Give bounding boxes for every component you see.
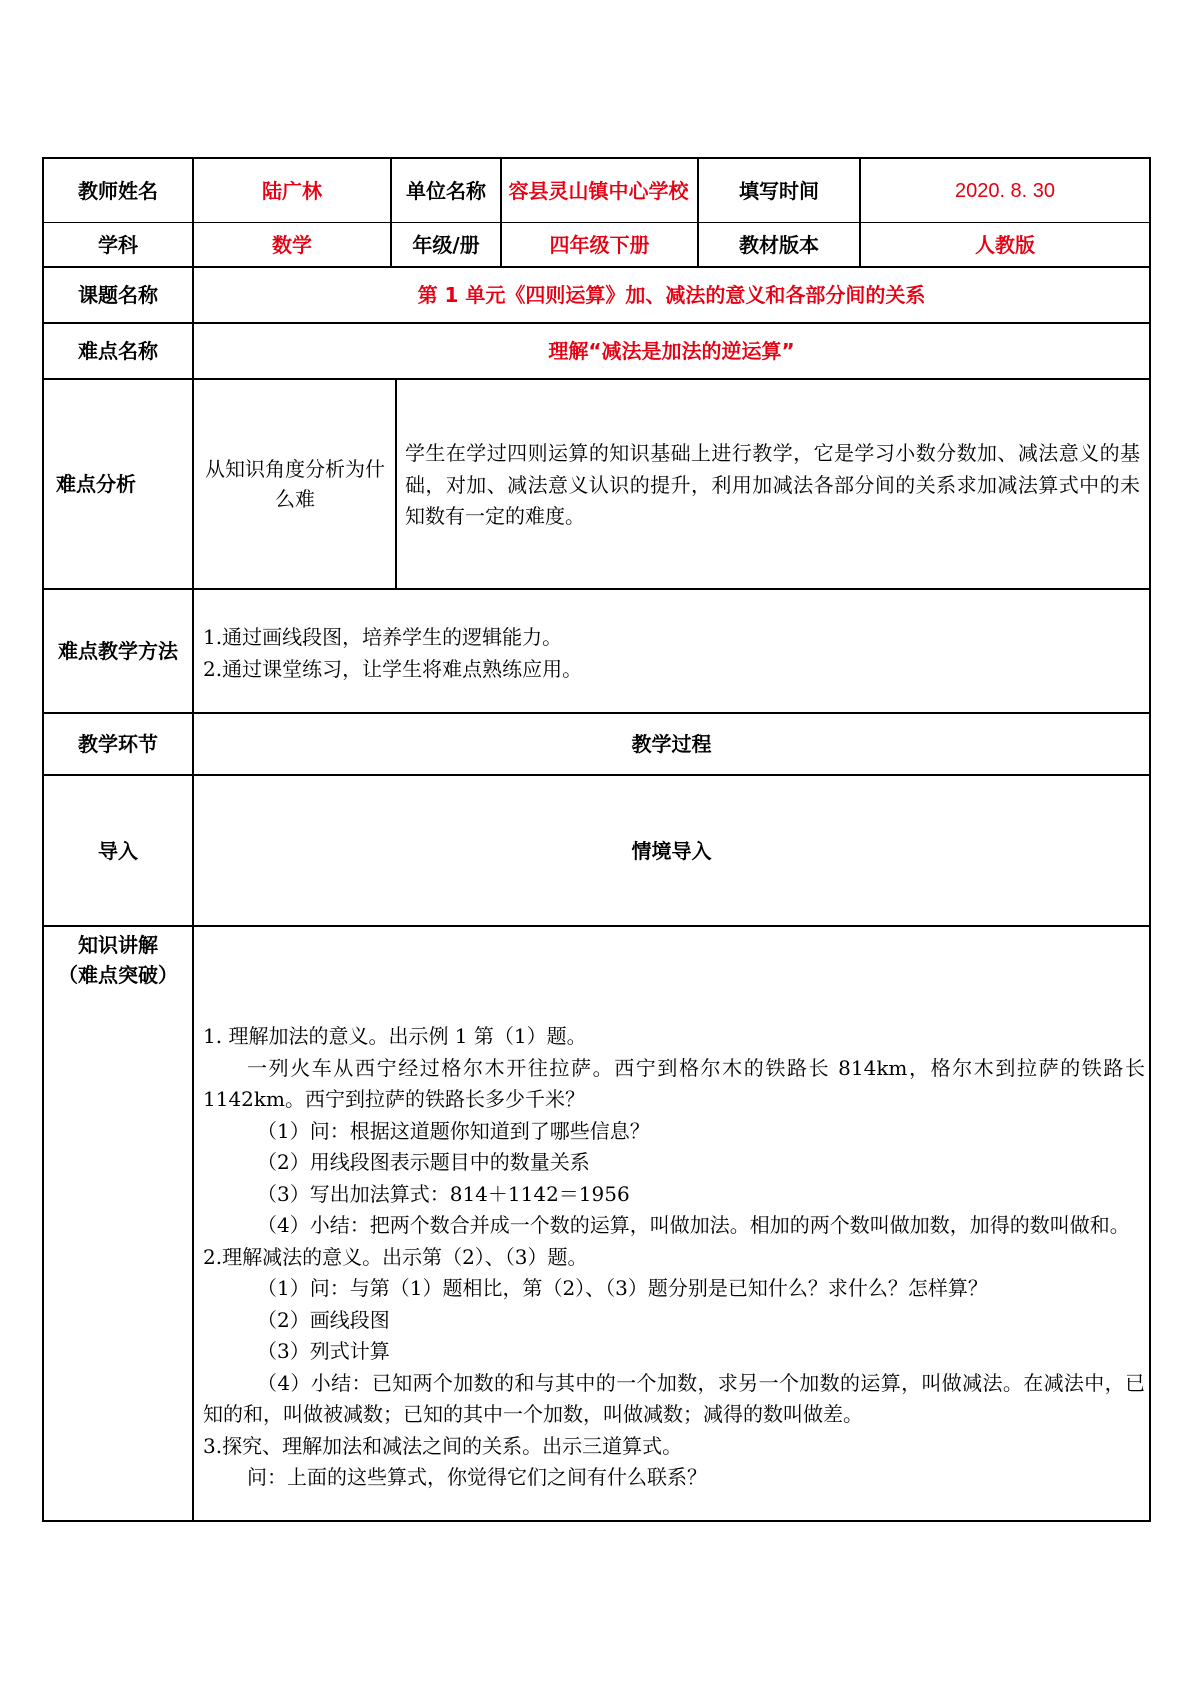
method-item: 1.通过画线段图，培养学生的逻辑能力。: [203, 625, 563, 649]
explain-line: （2）用线段图表示题目中的数量关系: [257, 1150, 590, 1174]
explain-line: （3）写出加法算式：814＋1142＝1956: [257, 1181, 630, 1206]
analysis-text: 学生在学过四则运算的知识基础上进行教学，它是学习小数分数加、减法意义的基础，对加、减法意义认识的提升，利用加减法各部分间的关系求加减法算式中的未知数有一定的难度。: [405, 441, 1140, 528]
grade-value: 四年级下册: [549, 233, 650, 257]
explain-label: [44, 927, 192, 993]
explain-content: [203, 1021, 1145, 1494]
explain-line: （4）小结：把两个数合并成一个数的运算，叫做加法。相加的两个数叫做加数，加得的数叫做和。: [257, 1213, 1130, 1237]
edition-value: 人教版: [975, 233, 1035, 257]
explain-line: 1. 理解加法的意义。出示例 1 第（1）题。: [203, 1024, 587, 1048]
explain-line: （1）问：根据这道题你知道到了哪些信息？: [257, 1118, 650, 1143]
analysis-sub-label: 从知识角度分析为什么难: [205, 457, 385, 511]
topic-label: 课题名称: [78, 283, 158, 307]
difficulty-value: 理解“减法是加法的逆运算”: [548, 339, 795, 363]
method-label: 难点教学方法: [58, 639, 178, 663]
subject-label: 学科: [98, 233, 138, 257]
explain-label-line1: 知识讲解: [78, 933, 158, 957]
edition-label: 教材版本: [739, 233, 819, 257]
method-list: [203, 622, 1143, 685]
intro-label: 导入: [98, 838, 138, 863]
table-bottom-border: [42, 1520, 1151, 1522]
explain-line: 问：上面的这些算式，你觉得它们之间有什么联系？: [247, 1465, 707, 1489]
unit-name-label: 单位名称: [406, 178, 486, 203]
explain-line: 3.探究、理解加法和减法之间的关系。出示三道算式。: [203, 1433, 683, 1458]
intro-value: 情境导入: [631, 838, 712, 863]
process-header-value: 教学过程: [631, 732, 712, 756]
method-item: 2.通过课堂练习，让学生将难点熟练应用。: [203, 656, 583, 681]
topic-value: 第 1 单元《四则运算》加、减法的意义和各部分间的关系: [417, 283, 926, 307]
teacher-name-label: 教师姓名: [78, 178, 158, 203]
explain-line: 2.理解减法的意义。出示第（2）、（3）题。: [203, 1244, 588, 1269]
grade-label: 年级/册: [412, 233, 480, 257]
analysis-label: 难点分析: [56, 472, 136, 496]
explain-label-line2: （难点突破）: [58, 963, 178, 987]
explain-line: （4）小结：已知两个加数的和与其中的一个加数，求另一个加数的运算，叫做减法。在减法中，已知的和，叫做被减数；已知的其中一个加数，叫做减数；减得的数叫做差。: [203, 1370, 1145, 1426]
explain-line: （1）问：与第（1）题相比，第（2）、（3）题分别是已知什么？求什么？怎样算？: [257, 1276, 988, 1300]
fill-date-label: 填写时间: [739, 178, 819, 203]
fill-date-value: 2020. 8. 30: [954, 179, 1056, 202]
unit-name-value: 容县灵山镇中心学校: [508, 178, 689, 203]
difficulty-label: 难点名称: [78, 339, 158, 363]
explain-line: （2）画线段图: [257, 1307, 390, 1332]
explain-line: 一列火车从西宁经过格尔木开往拉萨。西宁到格尔木的铁路长 814km，格尔木到拉萨的铁路长 1142km。西宁到拉萨的铁路长多少千米？: [203, 1055, 1145, 1111]
subject-value: 数学: [272, 233, 312, 257]
process-step-label: 教学环节: [78, 732, 158, 756]
teacher-name-value: 陆广林: [262, 178, 322, 203]
explain-line: （3）列式计算: [257, 1339, 390, 1363]
